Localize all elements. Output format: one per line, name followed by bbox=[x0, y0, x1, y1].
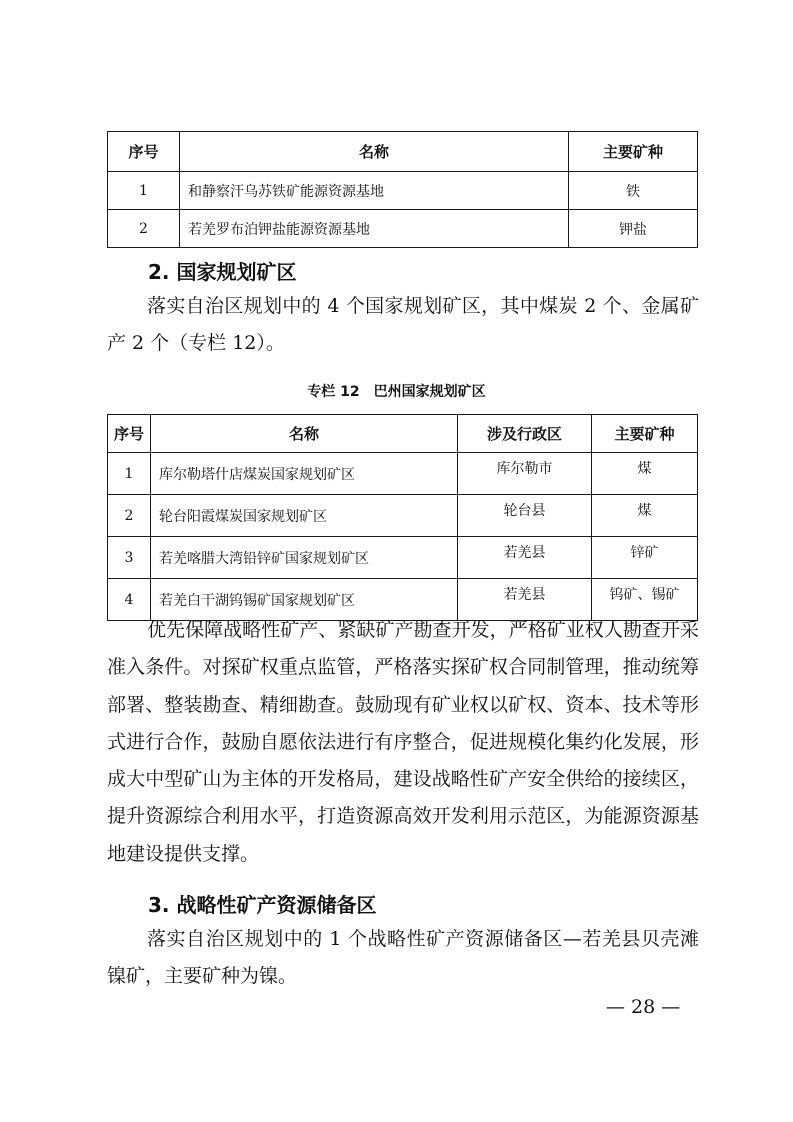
row-number: 2 bbox=[108, 210, 180, 248]
row-mineral: 铁 bbox=[569, 172, 698, 210]
column-header-mineral: 主要矿种 bbox=[569, 132, 698, 172]
paragraph-planned-areas: 落实自治区规划中的 4 个国家规划矿区，其中煤炭 2 个、金属矿产 2 个（专栏 12）。 bbox=[107, 295, 699, 355]
column-header-name: 名称 bbox=[151, 415, 458, 453]
column-header-mineral: 主要矿种 bbox=[592, 415, 698, 453]
paragraph-reserve-area: 落实自治区规划中的 1 个战略性矿产资源储备区—若羌县贝壳滩镍矿，主要矿种为镍。 bbox=[107, 928, 699, 988]
row-name: 和静察汗乌苏铁矿能源资源基地 bbox=[180, 172, 569, 210]
mining-base-table bbox=[107, 131, 698, 248]
row-mineral: 锌矿 bbox=[592, 537, 698, 579]
column-header-number: 序号 bbox=[108, 415, 151, 453]
table-caption: 专栏 12 巴州国家规划矿区 bbox=[307, 384, 486, 400]
column-header-region: 涉及行政区 bbox=[458, 415, 592, 453]
row-number: 3 bbox=[108, 537, 151, 579]
row-number: 2 bbox=[108, 495, 151, 537]
table-row bbox=[108, 210, 698, 248]
page-number: — 28 — bbox=[606, 996, 681, 1018]
row-region: 若羌县 bbox=[458, 537, 592, 579]
row-name: 轮台阳霞煤炭国家规划矿区 bbox=[151, 495, 458, 537]
row-name: 若羌白干湖钨锡矿国家规划矿区 bbox=[151, 579, 458, 621]
row-number: 1 bbox=[108, 453, 151, 495]
row-region: 若羌县 bbox=[458, 579, 592, 621]
row-name: 库尔勒塔什店煤炭国家规划矿区 bbox=[151, 453, 458, 495]
section-heading-reserve-area: 3. 战略性矿产资源储备区 bbox=[148, 893, 377, 917]
table-row bbox=[108, 495, 698, 537]
row-mineral: 钾盐 bbox=[569, 210, 698, 248]
column-header-name: 名称 bbox=[180, 132, 569, 172]
row-mineral: 钨矿、锡矿 bbox=[592, 579, 698, 621]
table-row bbox=[108, 172, 698, 210]
row-name: 若羌喀腊大湾铅锌矿国家规划矿区 bbox=[151, 537, 458, 579]
row-mineral: 煤 bbox=[592, 453, 698, 495]
row-mineral: 煤 bbox=[592, 495, 698, 537]
table-row bbox=[108, 453, 698, 495]
section-heading-planned-areas: 2. 国家规划矿区 bbox=[148, 260, 297, 284]
row-name: 若羌罗布泊钾盐能源资源基地 bbox=[180, 210, 569, 248]
table-header-row bbox=[108, 132, 698, 172]
row-region: 库尔勒市 bbox=[458, 453, 592, 495]
row-number: 4 bbox=[108, 579, 151, 621]
row-region: 轮台县 bbox=[458, 495, 592, 537]
column-header-number: 序号 bbox=[108, 132, 180, 172]
planned-mining-areas-table bbox=[107, 414, 698, 621]
table-header-row bbox=[108, 415, 698, 453]
paragraph-strategic-minerals: 优先保障战略性矿产、紧缺矿产勘查开发，严格矿业权人勘查开采准入条件。对探矿权重点监管，严格落实探矿权合同制管理，推动统筹部署、整装勘查、精细勘查。鼓励现有矿业权以矿权、资本、技术等形式进行合作，鼓励自愿依法进行有序整合，促进规模化集约化发展，形成大中型矿山为主体的开发格局，建设战略性矿产安全供给的接续区，提升资源综合利用水平，打造资源高效开发利用示范区，为能源资源基地建设提供支撑。 bbox=[107, 619, 699, 865]
table-row bbox=[108, 537, 698, 579]
row-number: 1 bbox=[108, 172, 180, 210]
